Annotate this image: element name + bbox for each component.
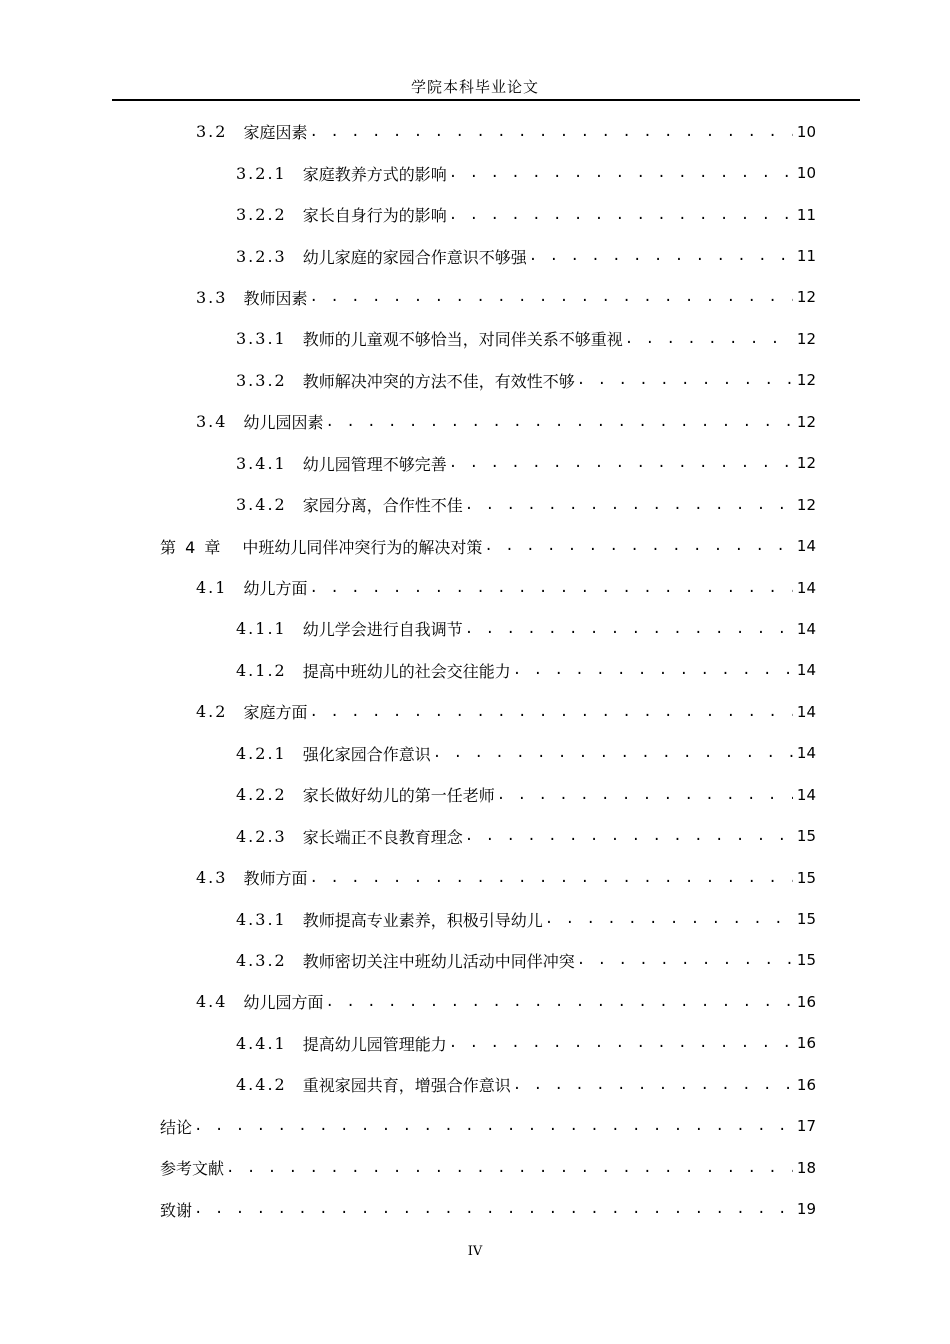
toc-dot-leader xyxy=(309,580,792,596)
toc-entry-number: 4.3 xyxy=(196,868,228,888)
toc-entry-page-number: 14 xyxy=(796,744,816,763)
toc-entry[interactable] xyxy=(160,525,816,566)
toc-entry-page-number: 15 xyxy=(796,910,816,929)
toc-entry[interactable] xyxy=(160,194,816,235)
toc-entry-number: 3.2.2 xyxy=(236,205,287,225)
page-number: IV xyxy=(467,1244,483,1259)
toc-dot-leader xyxy=(484,538,793,554)
toc-entry-number: 3.3.2 xyxy=(236,370,287,390)
toc-entry-page-number: 14 xyxy=(796,619,816,638)
toc-entry-page-number: 11 xyxy=(796,247,816,266)
toc-entry-title: 家园分离，合作性不佳 xyxy=(302,496,463,516)
toc-entry-number: 4.2 xyxy=(196,702,228,722)
toc-dot-leader xyxy=(449,165,793,181)
toc-entry-page-number: 15 xyxy=(796,951,816,970)
toc-entry-title: 家长自身行为的影响 xyxy=(302,206,447,226)
toc-entry-page-number: 12 xyxy=(796,412,816,431)
toc-entry-title: 幼儿园方面 xyxy=(243,993,324,1013)
toc-entry-number: 3.2 xyxy=(196,122,228,142)
toc-entry[interactable] xyxy=(160,691,816,732)
table-of-contents xyxy=(160,111,816,1230)
toc-entry[interactable] xyxy=(160,360,816,401)
toc-entry[interactable] xyxy=(160,774,816,815)
toc-entry-title: 家庭因素 xyxy=(243,123,308,143)
toc-dot-leader xyxy=(449,455,793,471)
toc-dot-leader xyxy=(577,372,793,388)
toc-dot-leader xyxy=(449,1035,793,1051)
toc-entry-page-number: 14 xyxy=(796,578,816,597)
toc-dot-leader xyxy=(513,662,793,678)
toc-dot-leader xyxy=(325,994,792,1010)
toc-entry-title: 教师提高专业素养，积极引导幼儿 xyxy=(302,910,543,930)
toc-entry-title: 幼儿学会进行自我调节 xyxy=(302,620,463,640)
toc-entry-page-number: 10 xyxy=(796,122,816,141)
toc-entry-page-number: 15 xyxy=(796,868,816,887)
toc-entry[interactable] xyxy=(160,898,816,939)
toc-entry-title: 幼儿园因素 xyxy=(243,413,324,433)
toc-dot-leader xyxy=(497,787,793,803)
toc-dot-leader xyxy=(325,414,792,430)
toc-entry-number: 4.4.2 xyxy=(236,1075,287,1095)
toc-dot-leader xyxy=(226,1160,793,1176)
toc-dot-leader xyxy=(309,704,792,720)
toc-entry-page-number: 17 xyxy=(796,1117,816,1136)
toc-entry-title: 致谢 xyxy=(160,1200,193,1220)
toc-entry-number: 4.4 xyxy=(196,992,228,1012)
toc-entry-title: 家庭教养方式的影响 xyxy=(302,164,447,184)
toc-entry-title: 结论 xyxy=(160,1117,193,1137)
toc-entry-title: 教师因素 xyxy=(243,288,308,308)
toc-entry-number: 4.2.3 xyxy=(236,826,287,846)
toc-dot-leader xyxy=(465,497,793,513)
toc-dot-leader xyxy=(309,124,792,140)
toc-entry-number: 3.3.1 xyxy=(236,329,287,349)
toc-entry-number: 3.2.3 xyxy=(236,246,287,266)
toc-entry-title: 重视家园共育，增强合作意识 xyxy=(302,1076,511,1096)
header-divider xyxy=(112,99,860,101)
toc-entry-page-number: 12 xyxy=(796,495,816,514)
toc-entry-number: 3.3 xyxy=(196,287,228,307)
toc-entry-title: 家长端正不良教育理念 xyxy=(302,827,463,847)
toc-dot-leader xyxy=(513,1077,793,1093)
toc-entry[interactable] xyxy=(160,1064,816,1105)
toc-entry[interactable] xyxy=(160,940,816,981)
toc-entry-page-number: 12 xyxy=(796,371,816,390)
toc-entry-title: 中班幼儿同伴冲突行为的解决对策 xyxy=(242,537,483,557)
toc-entry[interactable] xyxy=(160,815,816,856)
toc-entry[interactable] xyxy=(160,981,816,1022)
toc-entry-number: 3.2.1 xyxy=(236,163,287,183)
toc-entry-title: 家庭方面 xyxy=(243,703,308,723)
toc-entry-title: 教师密切关注中班幼儿活动中同伴冲突 xyxy=(302,951,575,971)
toc-entry-page-number: 12 xyxy=(796,288,816,307)
toc-entry-number: 4.3.2 xyxy=(236,950,287,970)
toc-entry[interactable] xyxy=(160,1023,816,1064)
toc-entry-title: 参考文献 xyxy=(160,1159,225,1179)
toc-entry-page-number: 12 xyxy=(796,454,816,473)
toc-entry[interactable] xyxy=(160,235,816,276)
toc-entry-number: 第 4 章 xyxy=(160,537,223,557)
toc-entry-page-number: 14 xyxy=(796,537,816,556)
toc-entry-number: 4.1.1 xyxy=(236,619,287,639)
toc-entry-page-number: 14 xyxy=(796,661,816,680)
toc-entry-number: 4.1.2 xyxy=(236,660,287,680)
toc-dot-leader xyxy=(194,1201,793,1217)
toc-dot-leader xyxy=(309,289,792,305)
toc-entry-page-number: 14 xyxy=(796,702,816,721)
toc-entry[interactable] xyxy=(160,484,816,525)
toc-entry-page-number: 16 xyxy=(796,1075,816,1094)
toc-dot-leader xyxy=(449,207,793,223)
toc-entry[interactable] xyxy=(160,608,816,649)
toc-entry-number: 4.1 xyxy=(196,578,228,598)
toc-entry[interactable] xyxy=(160,733,816,774)
toc-entry-title: 教师的儿童观不够恰当，对同伴关系不够重视 xyxy=(302,330,623,350)
toc-entry-number: 3.4.2 xyxy=(236,495,287,515)
toc-dot-leader xyxy=(194,1118,793,1134)
toc-entry[interactable] xyxy=(160,318,816,359)
toc-entry[interactable] xyxy=(160,111,816,152)
toc-entry-page-number: 18 xyxy=(796,1158,816,1177)
toc-entry-title: 家长做好幼儿的第一任老师 xyxy=(302,786,495,806)
toc-entry-title: 幼儿家庭的家园合作意识不够强 xyxy=(302,247,527,267)
toc-entry-title: 强化家园合作意识 xyxy=(302,744,431,764)
toc-entry-page-number: 11 xyxy=(796,205,816,224)
toc-entry-title: 幼儿方面 xyxy=(243,579,308,599)
toc-dot-leader xyxy=(529,248,793,264)
toc-entry[interactable] xyxy=(160,1106,816,1147)
toc-entry-title: 教师方面 xyxy=(243,869,308,889)
toc-entry-page-number: 16 xyxy=(796,1034,816,1053)
toc-entry-page-number: 10 xyxy=(796,164,816,183)
toc-entry-number: 4.2.2 xyxy=(236,785,287,805)
toc-dot-leader xyxy=(309,870,792,886)
toc-entry-number: 4.2.1 xyxy=(236,743,287,763)
toc-entry-number: 3.4.1 xyxy=(236,453,287,473)
toc-entry-number: 3.4 xyxy=(196,412,228,432)
toc-entry[interactable] xyxy=(160,650,816,691)
toc-entry-title: 提高幼儿园管理能力 xyxy=(302,1034,447,1054)
page-header-title: 学院本科毕业论文 xyxy=(410,78,539,96)
toc-dot-leader xyxy=(577,952,793,968)
toc-entry-number: 4.3.1 xyxy=(236,909,287,929)
toc-entry[interactable] xyxy=(160,1188,816,1229)
toc-entry-page-number: 19 xyxy=(796,1200,816,1219)
toc-entry-title: 幼儿园管理不够完善 xyxy=(302,454,447,474)
toc-dot-leader xyxy=(545,911,793,927)
toc-entry[interactable] xyxy=(160,857,816,898)
toc-entry-page-number: 12 xyxy=(796,329,816,348)
toc-entry[interactable] xyxy=(160,277,816,318)
toc-entry-page-number: 16 xyxy=(796,992,816,1011)
toc-dot-leader xyxy=(433,745,793,761)
toc-entry[interactable] xyxy=(160,567,816,608)
toc-entry-title: 提高中班幼儿的社会交往能力 xyxy=(302,661,511,681)
toc-entry[interactable] xyxy=(160,443,816,484)
toc-dot-leader xyxy=(465,621,793,637)
toc-entry[interactable] xyxy=(160,152,816,193)
toc-entry-number: 4.4.1 xyxy=(236,1033,287,1053)
toc-entry[interactable] xyxy=(160,1147,816,1188)
toc-entry-page-number: 15 xyxy=(796,827,816,846)
toc-dot-leader xyxy=(625,331,793,347)
toc-entry[interactable] xyxy=(160,401,816,442)
toc-entry-title: 教师解决冲突的方法不佳，有效性不够 xyxy=(302,371,575,391)
toc-dot-leader xyxy=(465,828,793,844)
toc-entry-page-number: 14 xyxy=(796,785,816,804)
